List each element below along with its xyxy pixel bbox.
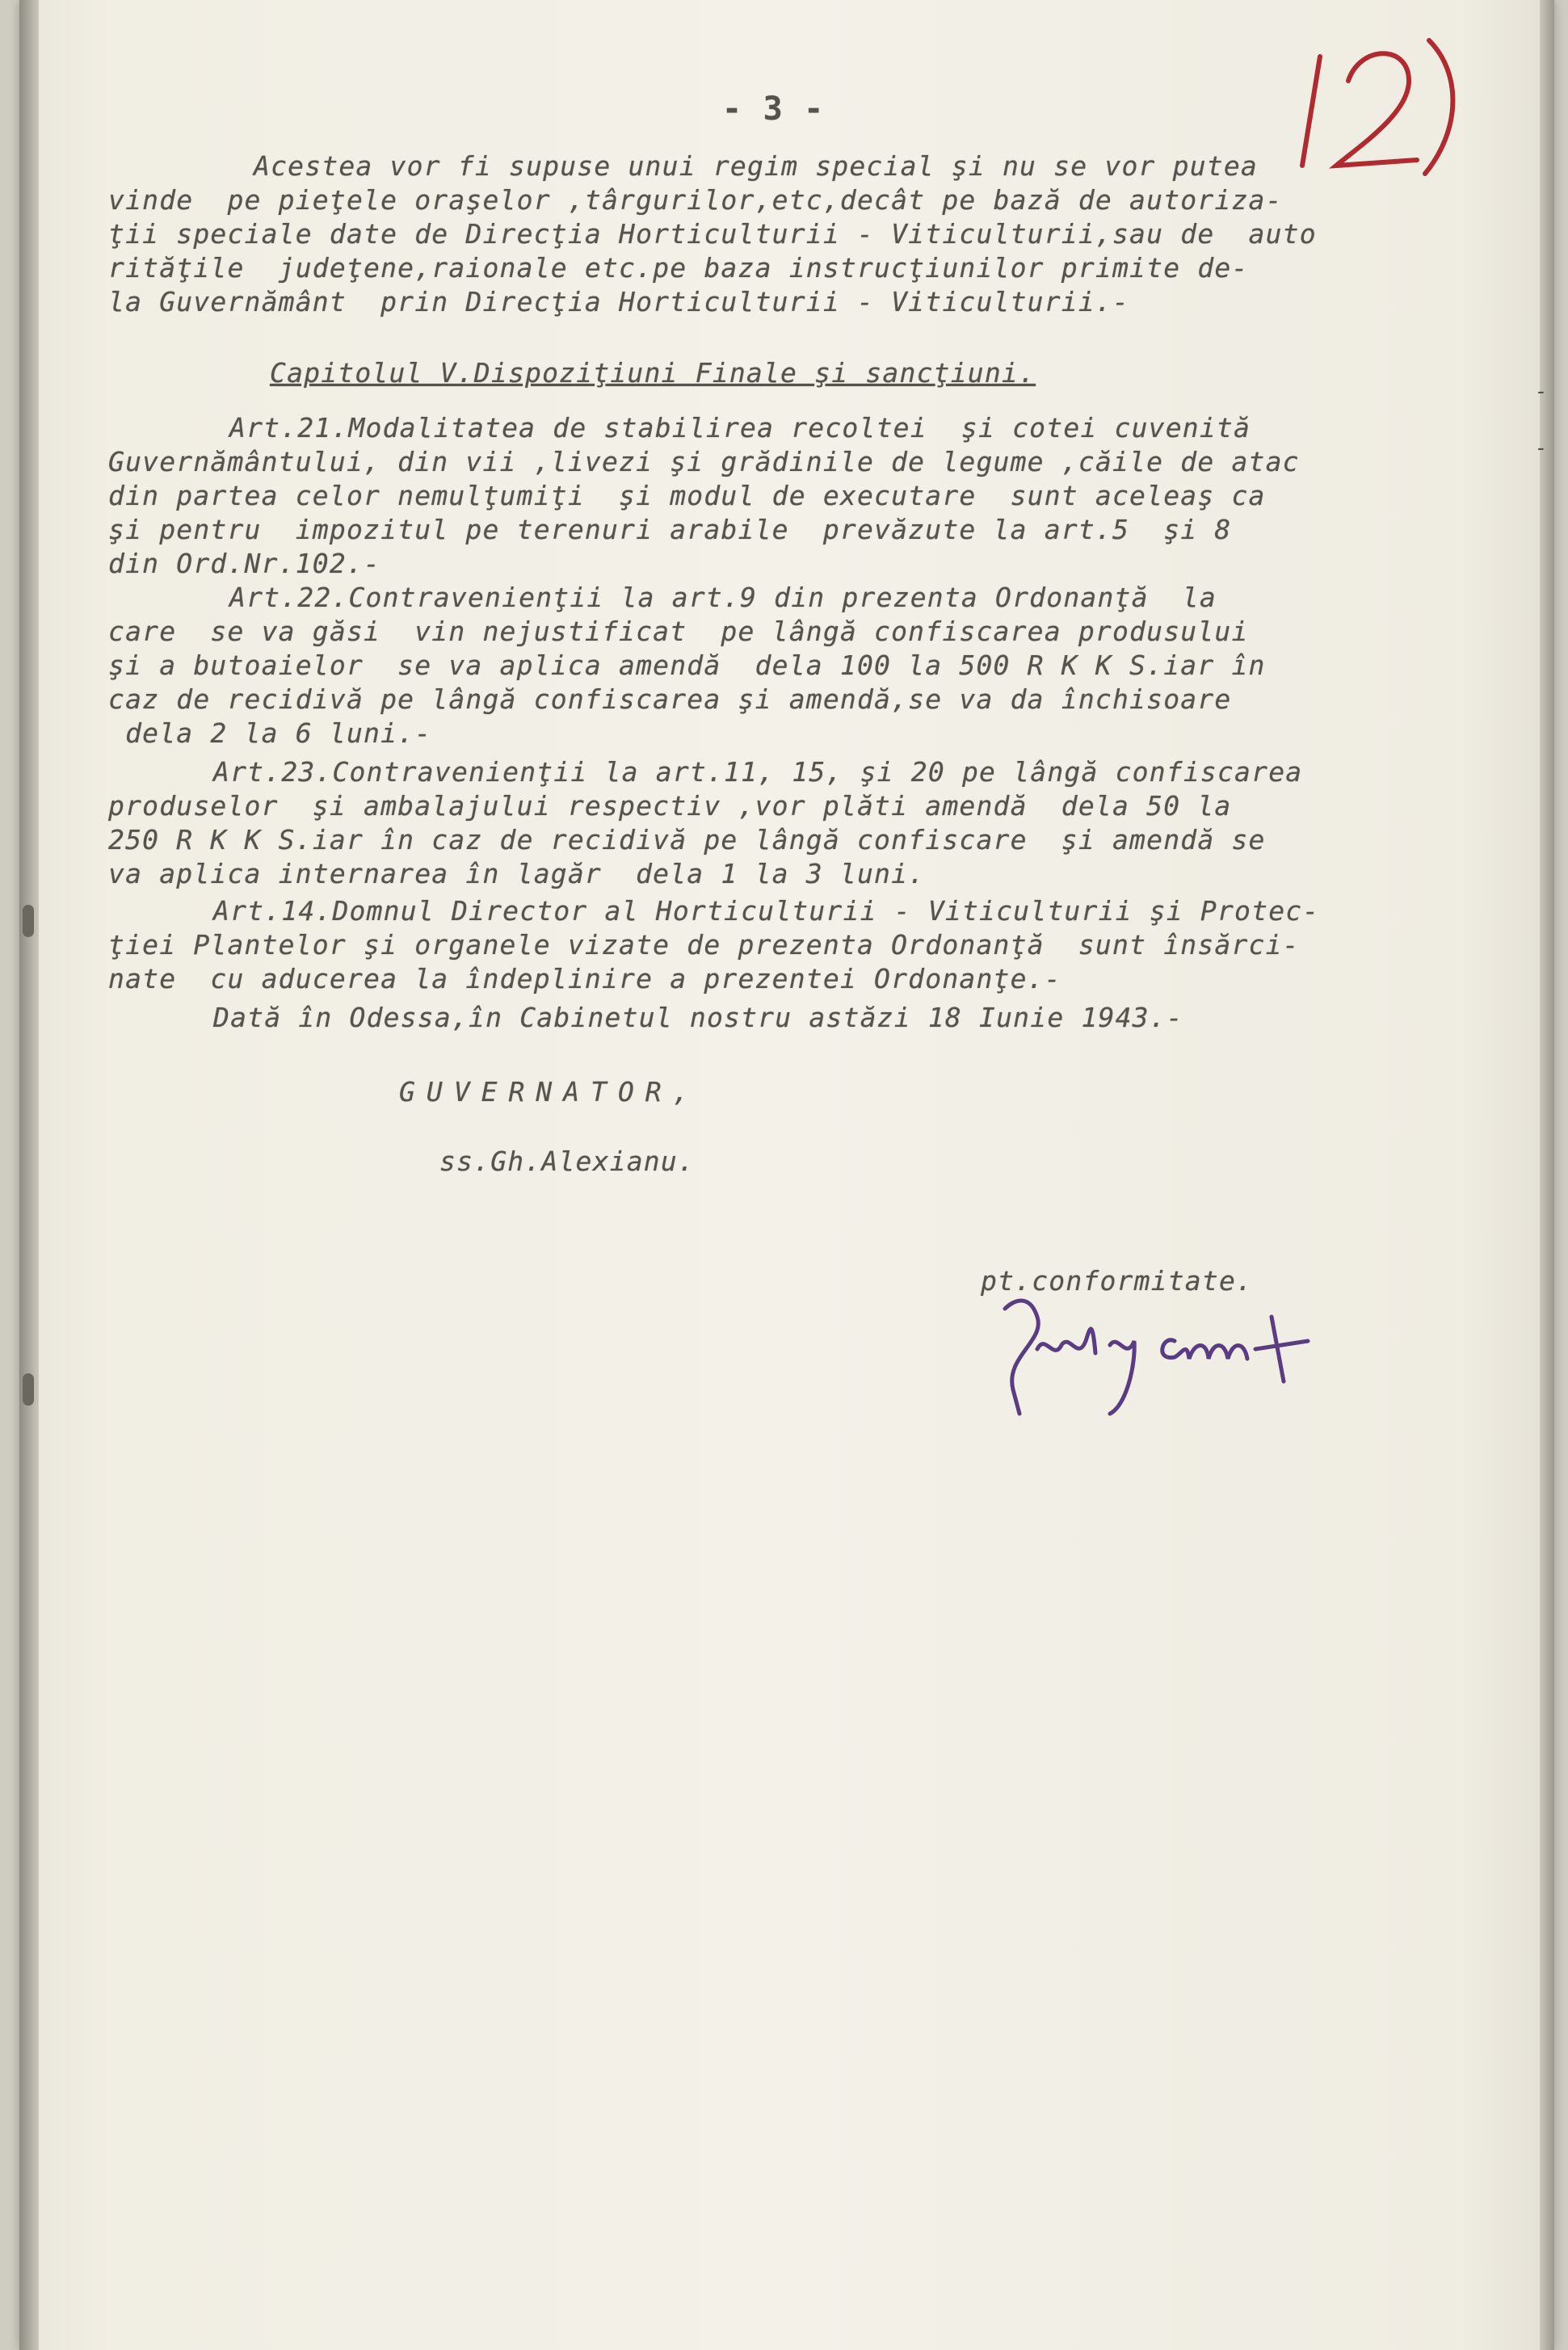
signatory-title: GUVERNATOR, (399, 1076, 700, 1108)
article-line: produselor şi ambalajului respectiv ,vor plăti amendă dela 50 la (108, 790, 1232, 822)
article-line: care se va găsi vin nejustificat pe lângă confiscarea produsului (108, 616, 1249, 647)
paragraph-line: rităţile judeţene,raionale etc.pe baza instrucţiunilor primite de- (108, 252, 1249, 284)
article-line: ţiei Plantelor şi organele vizate de prezenta Ordonanţă sunt însărci- (108, 929, 1300, 961)
handwritten-signature (989, 1284, 1360, 1422)
document-page (19, 0, 1554, 2350)
conformity-note: pt.conformitate. (981, 1265, 1254, 1297)
article-line: din Ord.Nr.102.- (108, 548, 381, 579)
punch-hole (23, 1373, 34, 1406)
date-line: Dată în Odessa,în Cabinetul nostru astăzi 18 Iunie 1943.- (213, 1002, 1183, 1033)
article-line: Art.21.Modalitatea de stabilirea recoltei şi cotei cuvenită (229, 412, 1251, 444)
edge-mark: - (1535, 436, 1548, 460)
punch-hole (23, 905, 34, 937)
article-line: caz de recidivă pe lângă confiscarea şi amendă,se va da închisoare (108, 683, 1232, 715)
article-line: şi pentru impozitul pe terenuri arabile prevăzute la art.5 şi 8 (108, 514, 1232, 545)
paragraph-line: ţii speciale date de Direcţia Horticulturii - Viticulturii,sau de auto (108, 218, 1317, 250)
article-line: 250 R K K S.iar în caz de recidivă pe lângă confiscare şi amendă se (108, 824, 1266, 856)
article-line: Guvernământului, din vii ,livezi şi grădinile de legume ,căile de atac (108, 446, 1300, 477)
article-line: Art.14.Domnul Director al Horticulturii - Viticulturii şi Protec- (213, 895, 1320, 927)
edge-mark: - (1535, 380, 1548, 404)
article-line: dela 2 la 6 luni.- (108, 717, 432, 749)
chapter-heading: Capitolul V.Dispoziţiuni Finale şi sancţiuni. (270, 357, 1036, 389)
paragraph-line: vinde pe pieţele oraşelor ,târgurilor,etc,decât pe bază de autoriza- (108, 184, 1283, 216)
page-number: - 3 - (722, 90, 825, 128)
folio-number-handwritten (1288, 24, 1473, 178)
paragraph-line: Acestea vor fi supuse unui regim special şi nu se vor putea (254, 150, 1258, 182)
signed-by: ss.Gh.Alexianu. (439, 1146, 696, 1177)
article-line: nate cu aducerea la îndeplinire a prezentei Ordonanţe.- (108, 963, 1061, 994)
article-line: din partea celor nemulţumiţi şi modul de executare sunt aceleaş ca (108, 480, 1266, 511)
article-line: şi a butoaielor se va aplica amendă dela 100 la 500 R K K S.iar în (108, 650, 1266, 681)
article-line: Art.23.Contravenienţii la art.11, 15, şi 20 pe lângă confiscarea (213, 756, 1303, 788)
page-edge (1540, 0, 1554, 2350)
article-line: Art.22.Contravenienţii la art.9 din prezenta Ordonanţă la (229, 582, 1217, 613)
paragraph-line: la Guvernământ prin Direcţia Horticulturii - Viticulturii.- (108, 286, 1130, 317)
binding-edge (19, 0, 39, 2350)
article-line: va aplica internarea în lagăr dela 1 la 3 luni. (108, 858, 926, 889)
